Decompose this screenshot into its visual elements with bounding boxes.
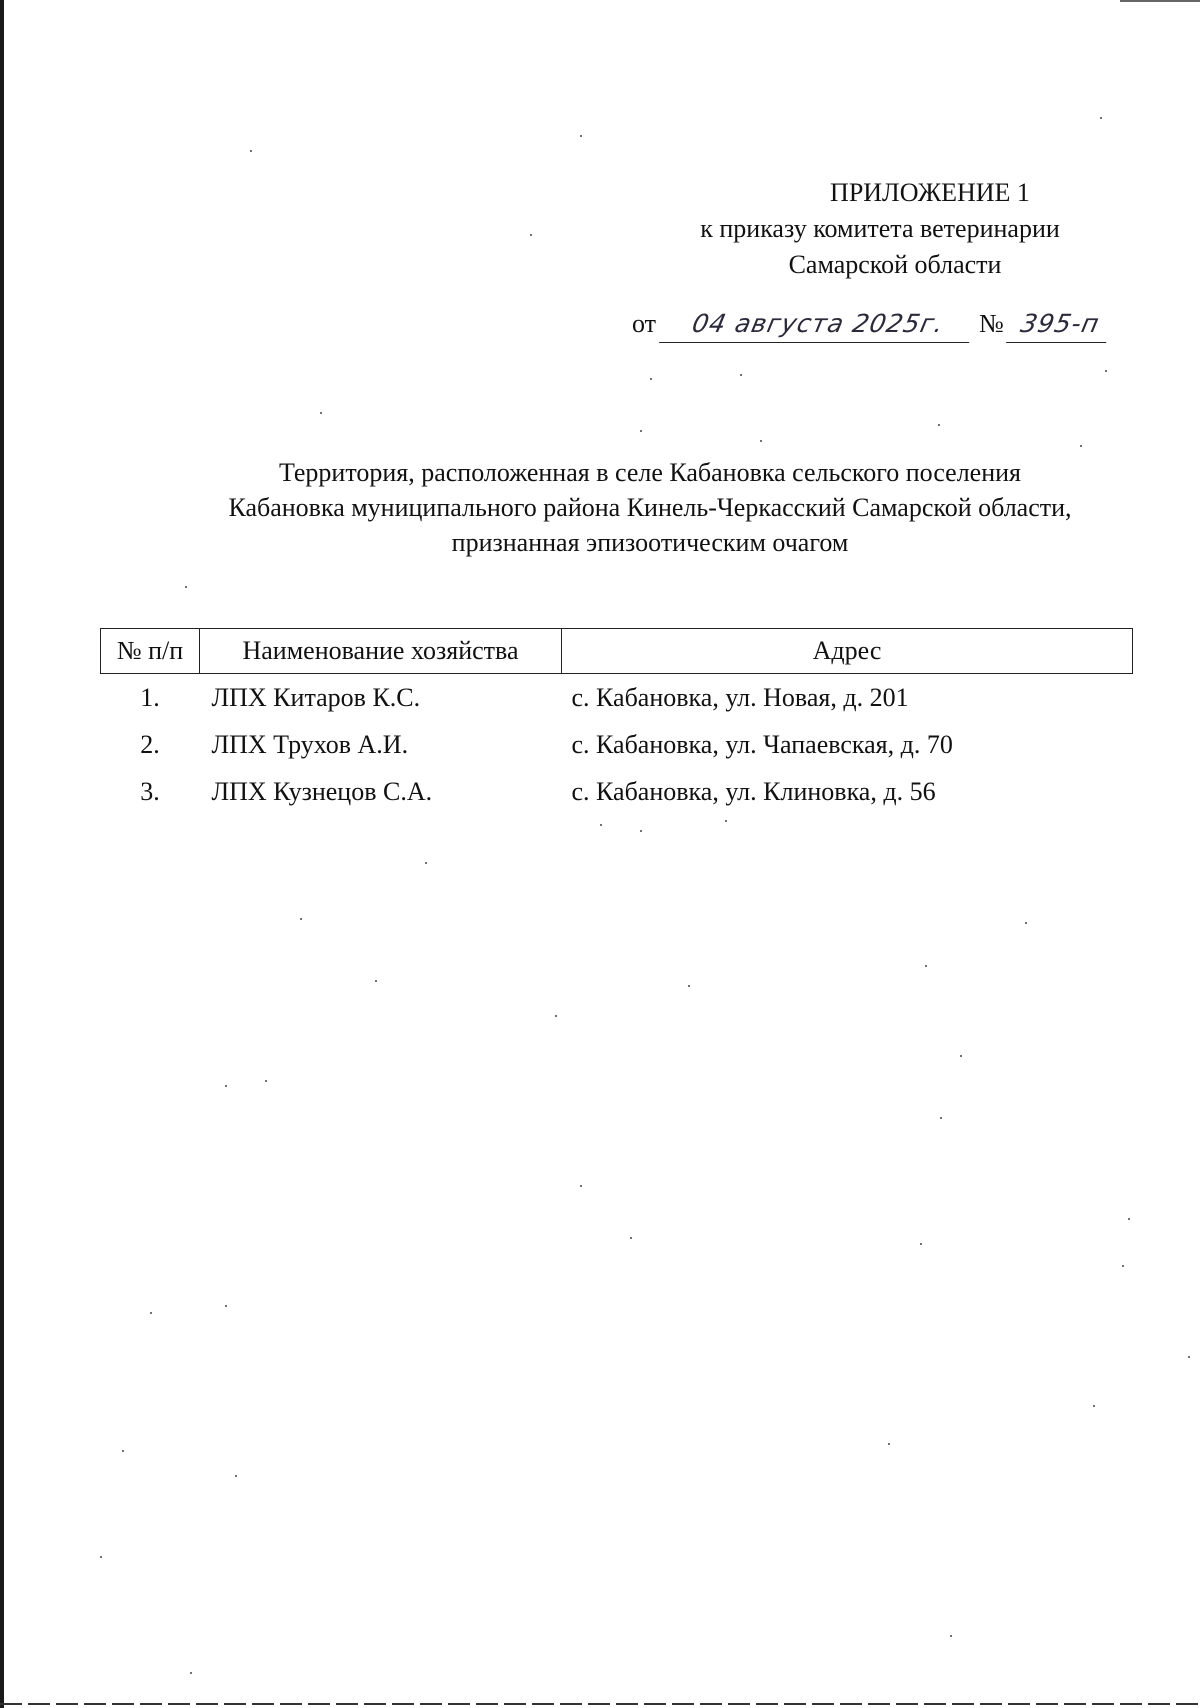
heading-line-1: Территория, расположенная в селе Кабановка сельского поселения <box>278 458 1022 487</box>
scan-speck <box>375 980 377 982</box>
farm-name: ЛПХ Кузнецов С.А. <box>211 776 433 806</box>
column-header-number: № п/п <box>101 629 200 674</box>
table-header-row <box>101 629 1133 674</box>
heading-line-2: Кабановка муниципального района Кинель-Черкасский Самарской области, <box>228 493 1072 522</box>
table-row <box>101 768 1133 815</box>
scan-speck <box>122 1450 124 1452</box>
scan-speck <box>320 412 322 414</box>
order-date-handwritten: 04 августа 2025г. <box>659 306 977 343</box>
farms-table <box>100 628 1133 815</box>
appendix-region: Самарской области <box>788 250 1002 279</box>
scan-speck <box>630 1237 632 1239</box>
order-number-label: № <box>979 309 1004 338</box>
scan-speck <box>425 862 427 864</box>
scan-edge-left <box>0 0 4 1708</box>
order-number-handwritten: 395-п <box>1006 306 1114 343</box>
order-line <box>632 306 1152 343</box>
scan-speck <box>100 1556 102 1558</box>
scan-edge-top <box>1120 0 1200 2</box>
row-number: 1. <box>140 682 160 712</box>
scan-speck <box>1093 1405 1095 1407</box>
scan-speck <box>580 1185 582 1187</box>
scan-speck <box>225 1085 227 1087</box>
scan-speck <box>920 1243 922 1245</box>
scan-speck <box>940 1117 942 1119</box>
scan-speck <box>950 1635 952 1637</box>
row-number: 3. <box>140 776 160 806</box>
scan-speck <box>960 1055 962 1057</box>
scan-speck <box>760 440 762 442</box>
scan-speck <box>580 135 582 137</box>
scan-speck <box>938 424 940 426</box>
scan-speck <box>1128 1218 1130 1220</box>
scan-speck <box>688 985 690 987</box>
scan-speck <box>640 830 642 832</box>
scan-speck <box>640 430 642 432</box>
scan-speck <box>600 824 602 826</box>
column-header-address: Адрес <box>562 629 1133 674</box>
document-heading <box>140 455 1160 560</box>
scan-speck <box>1080 445 1082 447</box>
scan-speck <box>265 1080 267 1082</box>
scan-speck <box>190 1672 192 1674</box>
scan-speck <box>235 1475 237 1477</box>
scan-speck <box>225 1305 227 1307</box>
farm-address: с. Кабановка, ул. Чапаевская, д. 70 <box>571 729 953 759</box>
scan-speck <box>725 820 727 822</box>
appendix-order-reference: к приказу комитета ветеринарии <box>700 214 1060 243</box>
farm-name: ЛПХ Трухов А.И. <box>211 729 409 759</box>
scan-speck <box>300 918 302 920</box>
table-row <box>101 674 1133 722</box>
row-number: 2. <box>140 729 160 759</box>
order-from-label: от <box>632 309 657 338</box>
scan-speck <box>1188 1356 1190 1358</box>
scan-speck <box>530 234 532 236</box>
heading-line-3: признанная эпизоотическим очагом <box>451 528 849 557</box>
table-row <box>101 721 1133 768</box>
scan-speck <box>555 1015 557 1017</box>
appendix-title: ПРИЛОЖЕНИЕ 1 <box>830 178 1030 207</box>
scan-speck <box>740 374 742 376</box>
scan-speck <box>650 378 652 380</box>
scan-speck <box>888 1443 890 1445</box>
appendix-header <box>600 175 1160 283</box>
scan-speck <box>185 586 187 588</box>
scan-speck <box>1122 1265 1124 1267</box>
scan-speck <box>250 150 252 152</box>
farm-address: с. Кабановка, ул. Клиновка, д. 56 <box>571 776 936 806</box>
scan-speck <box>1100 117 1102 119</box>
scan-speck <box>150 1312 152 1314</box>
scan-speck <box>1105 370 1107 372</box>
farm-name: ЛПХ Китаров К.С. <box>211 682 421 712</box>
farm-address: с. Кабановка, ул. Новая, д. 201 <box>571 682 909 712</box>
column-header-farm-name: Наименование хозяйства <box>200 629 562 674</box>
scan-edge-bottom <box>0 1703 1200 1705</box>
scan-speck <box>1025 922 1027 924</box>
scan-speck <box>925 965 927 967</box>
